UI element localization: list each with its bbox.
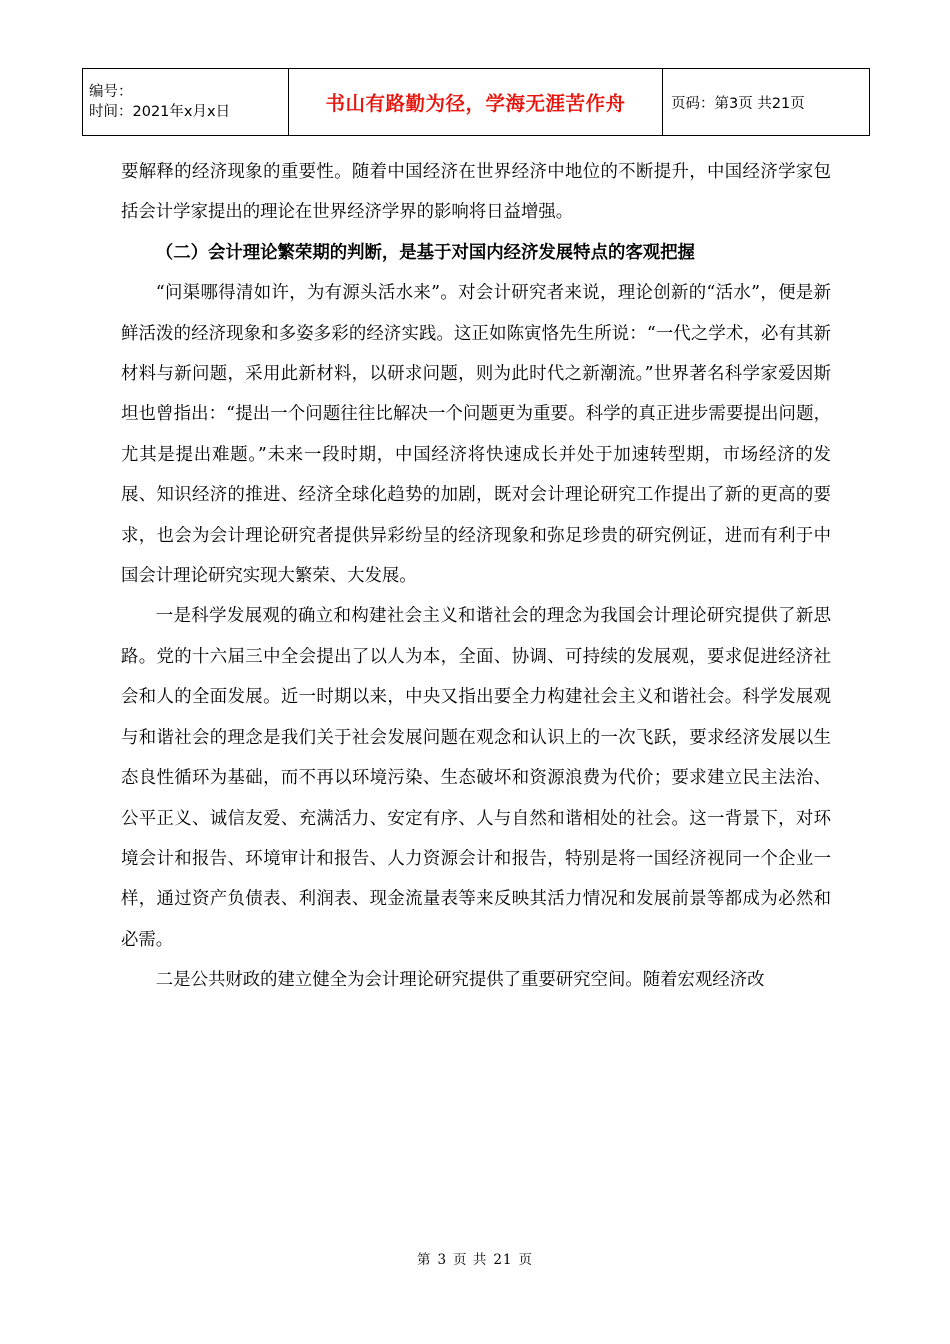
- header-meta-cell: [83, 69, 289, 136]
- footer-suffix: 页: [518, 1252, 534, 1268]
- paragraph-continued: 要解释的经济现象的重要性。随着中国经济在世界经济中地位的不断提升，中国经济学家包括会计学家提出的理论在世界经济学界的影响将日益增强。: [121, 162, 831, 223]
- header-motto: 书山有路勤为径，学海无涯苦作舟: [289, 69, 663, 136]
- paragraph: 二是公共财政的建立健全为会计理论研究提供了重要研究空间。随着宏观经济改: [155, 970, 765, 991]
- date-line: 时间：2021年x月x日: [89, 104, 231, 120]
- document-body: [121, 152, 831, 1001]
- footer-total-pages: 21: [493, 1252, 513, 1268]
- page-footer: [0, 1248, 950, 1268]
- page-header: [82, 68, 870, 136]
- paragraph: “问渠哪得清如许，为有源头活水来”。对会计研究者来说，理论创新的“活水”，便是新鲜活泼的经济现象和多姿多彩的经济实践。这正如陈寅恪先生所说：“一代之学术，必有其新材料与新问题，采用此新材料，以研求问题，则为此时代之新潮流。”世界著名科学家爱因斯坦也曾指出：“提出一个问题往往比解决一个问题更为重要。科学的真正进步需要提出问题，尤其是提出难题。”未来一段时期，中国经济将快速成长并处于加速转型期，市场经济的发展、知识经济的推进、经济全球化趋势的加剧，既对会计理论研究工作提出了新的更高的要求，也会为会计理论研究者提供异彩纷呈的经济现象和弥足珍贵的研究例证，进而有利于中国会计理论研究实现大繁荣、大发展。: [121, 283, 831, 587]
- header-page-code: 页码：第3页 共21页: [663, 69, 870, 136]
- footer-middle: 页 共: [453, 1252, 488, 1268]
- paragraph: 一是科学发展观的确立和构建社会主义和谐社会的理念为我国会计理论研究提供了新思路。党的十六届三中全会提出了以人为本，全面、协调、可持续的发展观，要求促进经济社会和人的全面发展。近一时期以来，中央又指出要全力构建社会主义和谐社会。科学发展观与和谐社会的理念是我们关于社会发展问题在观念和认识上的一次飞跃，要求经济发展以生态良性循环为基础，而不再以环境污染、生态破坏和资源浪费为代价；要求建立民主法治、公平正义、诚信友爱、充满活力、安定有序、人与自然和谐相处的社会。这一背景下，对环境会计和报告、环境审计和报告、人力资源会计和报告，特别是将一国经济视同一个企业一样，通过资产负债表、利润表、现金流量表等来反映其活力情况和发展前景等都成为必然和必需。: [121, 606, 831, 950]
- footer-prefix: 第: [416, 1252, 432, 1268]
- serial-number-label: 编号：: [89, 84, 133, 100]
- section-heading: （二）会计理论繁荣期的判断，是基于对国内经济发展特点的客观把握: [155, 242, 695, 263]
- footer-page-number: 3: [437, 1252, 448, 1268]
